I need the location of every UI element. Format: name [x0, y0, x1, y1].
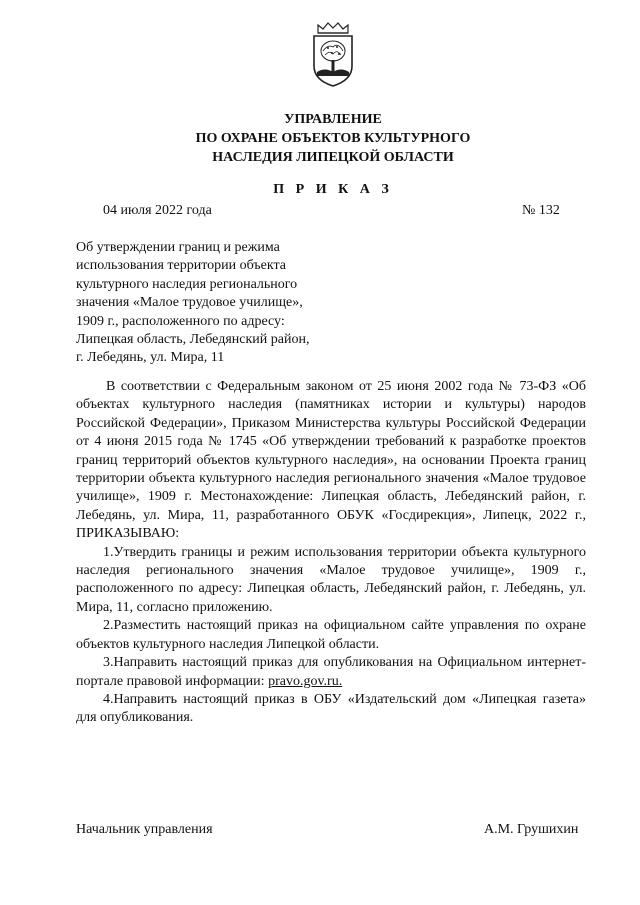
subject-line: Липецкая область, Лебедянский район,	[76, 332, 310, 348]
order-item-3-text: 3.Направить настоящий приказ для опубликования на Официальном интернет-портале правовой информации:	[76, 655, 586, 689]
order-subject	[76, 239, 376, 368]
org-line-1: УПРАВЛЕНИЕ	[284, 112, 382, 127]
order-item-3	[76, 654, 586, 691]
subject-line: значения «Малое трудовое училище»,	[76, 295, 303, 311]
pravo-gov-link[interactable]: pravo.gov.ru.	[268, 673, 343, 689]
org-line-3: НАСЛЕДИЯ ЛИПЕЦКОЙ ОБЛАСТИ	[212, 150, 454, 165]
order-date: 04 июля 2022 года	[103, 203, 212, 218]
document-type-title: П Р И К А З	[273, 182, 393, 197]
subject-line: Об утверждении границ и режима	[76, 240, 280, 255]
subject-line: 1909 г., расположенного по адресу:	[76, 313, 285, 329]
signatory-position: Начальник управления	[76, 822, 213, 837]
subject-line: г. Лебедянь, ул. Мира, 11	[76, 350, 225, 366]
subject-line: использования территории объекта	[76, 258, 286, 274]
order-item-4: 4.Направить настоящий приказ в ОБУ «Издательский дом «Липецкая газета» для опубликования.	[76, 691, 586, 726]
order-number: № 132	[522, 203, 560, 218]
subject-line: культурного наследия регионального	[76, 276, 298, 292]
org-line-2: ПО ОХРАНЕ ОБЪЕКТОВ КУЛЬТУРНОГО	[195, 131, 471, 146]
order-item-2: 2.Разместить настоящий приказ на официальном сайте управления по охране объектов культурного наследия Липецкой области.	[76, 618, 586, 652]
lipetsk-region-coat-of-arms-icon	[308, 20, 358, 88]
organization-header	[60, 110, 606, 167]
order-body	[76, 378, 586, 728]
order-item-1: 1.Утвердить границы и режим использования территории объекта культурного наследия регионального значения «Малое трудовое училище», 1909 г., расположенного по адресу: Липецкая область, Лебедянский район, г. Лебедянь, ул. Мира, 11, согласно приложению.	[76, 544, 586, 615]
preamble-paragraph: В соответствии с Федеральным законом от 25 июня 2002 года № 73-ФЗ «Об объектах культурного наследия (памятниках истории и культуры) народов Российской Федерации», Приказом Министерства культуры Российской Федерации от 4 июня 2015 года № 1745 «Об утверждении требований к разработке проектов границ территорий объектов культурного наследия», на основании Проекта границ территории объекта культурного наследия регионального значения «Малое трудовое училище», 1909 г. Местонахождение: Липецкая область, Лебедянский район, г. Лебедянь, ул. Мира, 11, разработанного ОБУК «Госдирекция», Липецк, 2022 г., ПРИКАЗЫВАЮ:	[76, 379, 586, 542]
signatory-name: А.М. Грушихин	[484, 822, 579, 837]
